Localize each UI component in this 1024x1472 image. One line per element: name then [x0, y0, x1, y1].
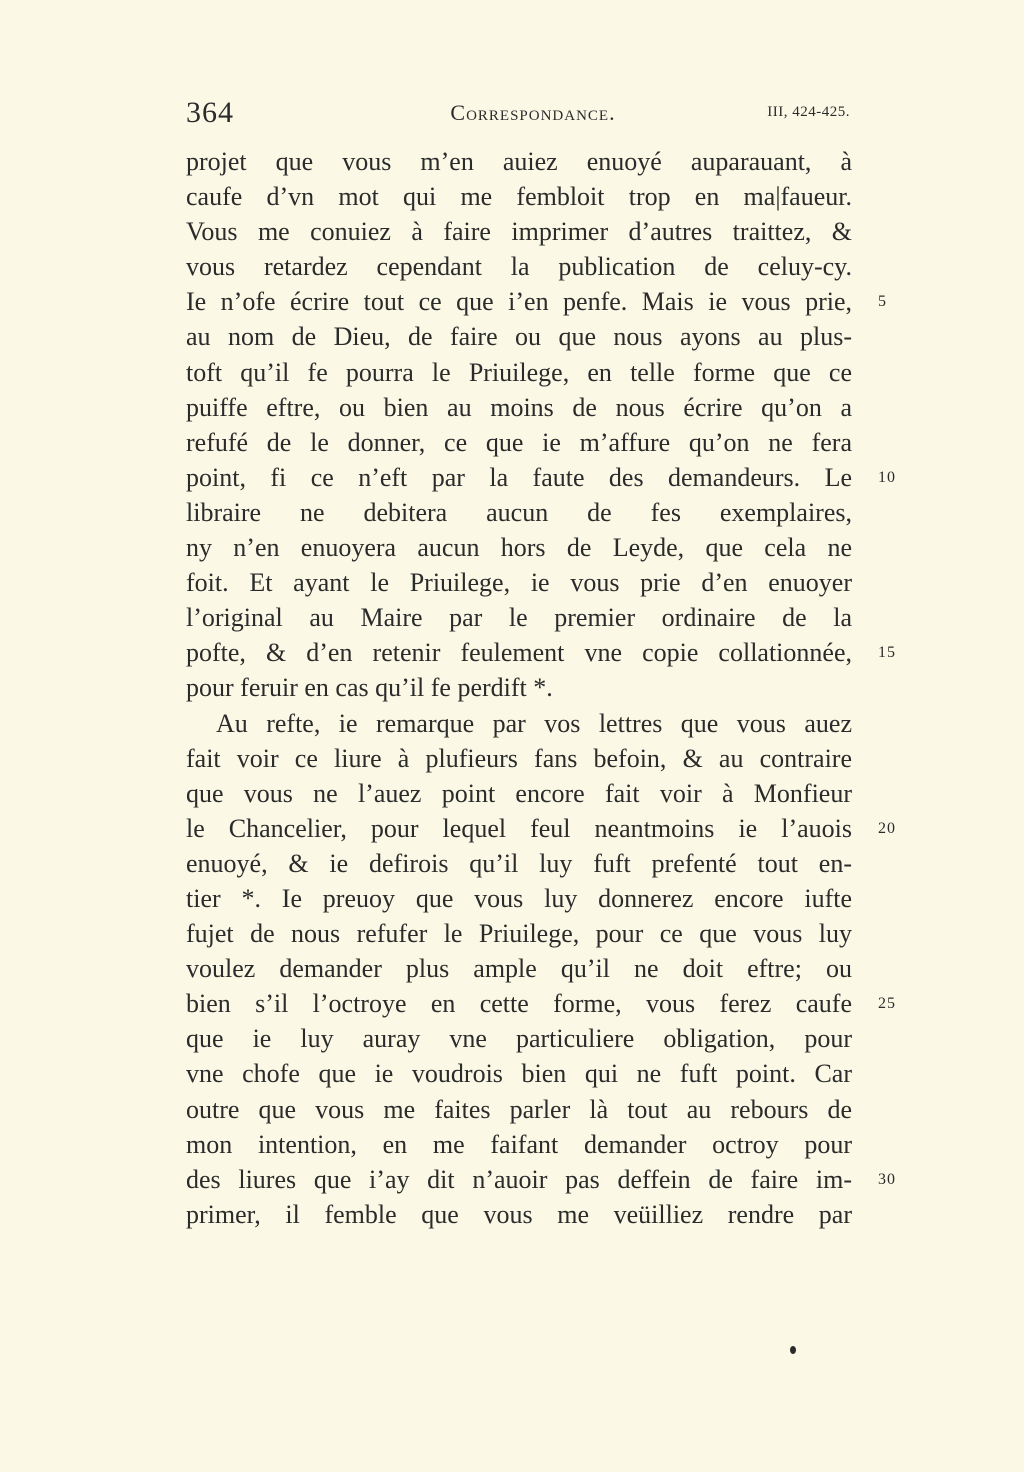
line-number: 30	[878, 1170, 896, 1188]
line-text: vous retardez cependant la publication de celuy-cy.	[186, 252, 852, 282]
text-line	[186, 776, 852, 811]
text-line	[186, 670, 852, 705]
text-line	[186, 1197, 852, 1232]
text-line	[186, 635, 896, 670]
ink-speck	[790, 1346, 796, 1354]
line-text: fujet de nous refufer le Priuilege, pour ce que vous luy	[186, 919, 852, 949]
text-line	[186, 179, 852, 214]
line-text: enuoyé, & ie defirois qu’il luy fuft prefenté tout en-	[186, 848, 852, 878]
line-text: pofte, & d’en retenir feulement vne copie collationnée,	[186, 638, 852, 668]
line-text: le Chancelier, pour lequel feul neantmoins ie l’auois	[186, 813, 852, 843]
text-line	[186, 881, 852, 916]
line-text: pour feruir en cas qu’il fe perdift *.	[186, 673, 553, 703]
text-line	[186, 1056, 852, 1091]
text-line	[186, 811, 896, 846]
text-line	[186, 565, 852, 600]
text-line	[186, 214, 852, 249]
line-text: libraire ne debitera aucun de fes exemplaires,	[186, 497, 852, 527]
line-text: bien s’il l’octroye en cette forme, vous ferez caufe	[186, 989, 852, 1019]
line-text: voulez demander plus ample qu’il ne doit eftre; ou	[186, 954, 852, 984]
text-line	[186, 144, 852, 179]
line-text: l’original au Maire par le premier ordinaire de la	[186, 603, 852, 633]
page-number: 364	[186, 96, 234, 129]
line-text: puiffe eftre, ou bien au moins de nous écrire qu’on a	[186, 392, 852, 422]
line-text: ny n’en enuoyera aucun hors de Leyde, que cela ne	[186, 533, 852, 563]
running-title	[186, 100, 850, 126]
line-text: tier *. Ie preuoy que vous luy donnerez encore iufte	[186, 883, 852, 913]
line-text: Au refte, ie remarque par vos lettres que vous auez	[216, 708, 852, 738]
text-line	[186, 495, 852, 530]
letter-body-text	[186, 144, 896, 1232]
text-line	[186, 530, 852, 565]
line-text: toft qu’il fe pourra le Priuilege, en telle forme que ce	[186, 357, 852, 387]
line-text: point, fi ce n’eft par la faute des demandeurs. Le	[186, 462, 852, 492]
line-text: Vous me conuiez à faire imprimer d’autres traittez, &	[186, 217, 852, 247]
line-text: au nom de Dieu, de faire ou que nous ayons au plus-	[186, 322, 852, 352]
text-line	[186, 1162, 896, 1197]
text-line	[186, 319, 852, 354]
text-line	[186, 355, 852, 390]
line-text: que ie luy auray vne particuliere obligation, pour	[186, 1024, 852, 1054]
text-line	[186, 284, 887, 319]
text-line	[186, 249, 852, 284]
line-text: que vous ne l’auez point encore fait voir à Monfieur	[186, 778, 852, 808]
text-line	[186, 846, 852, 881]
line-text: refufé de le donner, ce que ie m’affure qu’on ne fera	[186, 427, 852, 457]
text-line	[186, 1127, 852, 1162]
line-text: outre que vous me faites parler là tout au rebours de	[186, 1094, 852, 1124]
line-number: 25	[878, 995, 896, 1013]
line-text: des liures que i’ay dit n’auoir pas deffein de faire im-	[186, 1164, 852, 1194]
text-line	[186, 986, 896, 1021]
volume-page-reference: III, 424-425.	[767, 104, 850, 120]
text-line	[186, 916, 852, 951]
line-text: mon intention, en me faifant demander octroy pour	[186, 1129, 852, 1159]
line-number: 10	[878, 468, 896, 486]
text-line	[186, 460, 896, 495]
text-line	[186, 425, 852, 460]
line-text: vne chofe que ie voudrois bien qui ne fuft point. Car	[186, 1059, 852, 1089]
line-number: 5	[878, 293, 887, 311]
page-header	[186, 96, 850, 136]
text-line	[186, 600, 852, 635]
line-text: primer, il femble que vous me veüilliez rendre par	[186, 1199, 852, 1229]
text-line	[186, 390, 852, 425]
line-text: caufe d’vn mot qui me fembloit trop en ma|faueur.	[186, 182, 852, 212]
line-text: projet que vous m’en auiez enuoyé auparauant, à	[186, 147, 852, 176]
line-number: 15	[878, 644, 896, 662]
text-line	[186, 1021, 852, 1056]
text-line	[186, 951, 852, 986]
text-line	[186, 706, 852, 741]
text-line	[186, 741, 852, 776]
running-title-text: Correspondance.	[450, 100, 616, 125]
line-text: fait voir ce liure à plufieurs fans befoin, & au contraire	[186, 743, 852, 773]
line-text: Ie n’ofe écrire tout ce que i’en penfe. Mais ie vous prie,	[186, 287, 852, 317]
line-number: 20	[878, 819, 896, 837]
text-line	[186, 1092, 852, 1127]
line-text: foit. Et ayant le Priuilege, ie vous prie d’en enuoyer	[186, 568, 852, 598]
